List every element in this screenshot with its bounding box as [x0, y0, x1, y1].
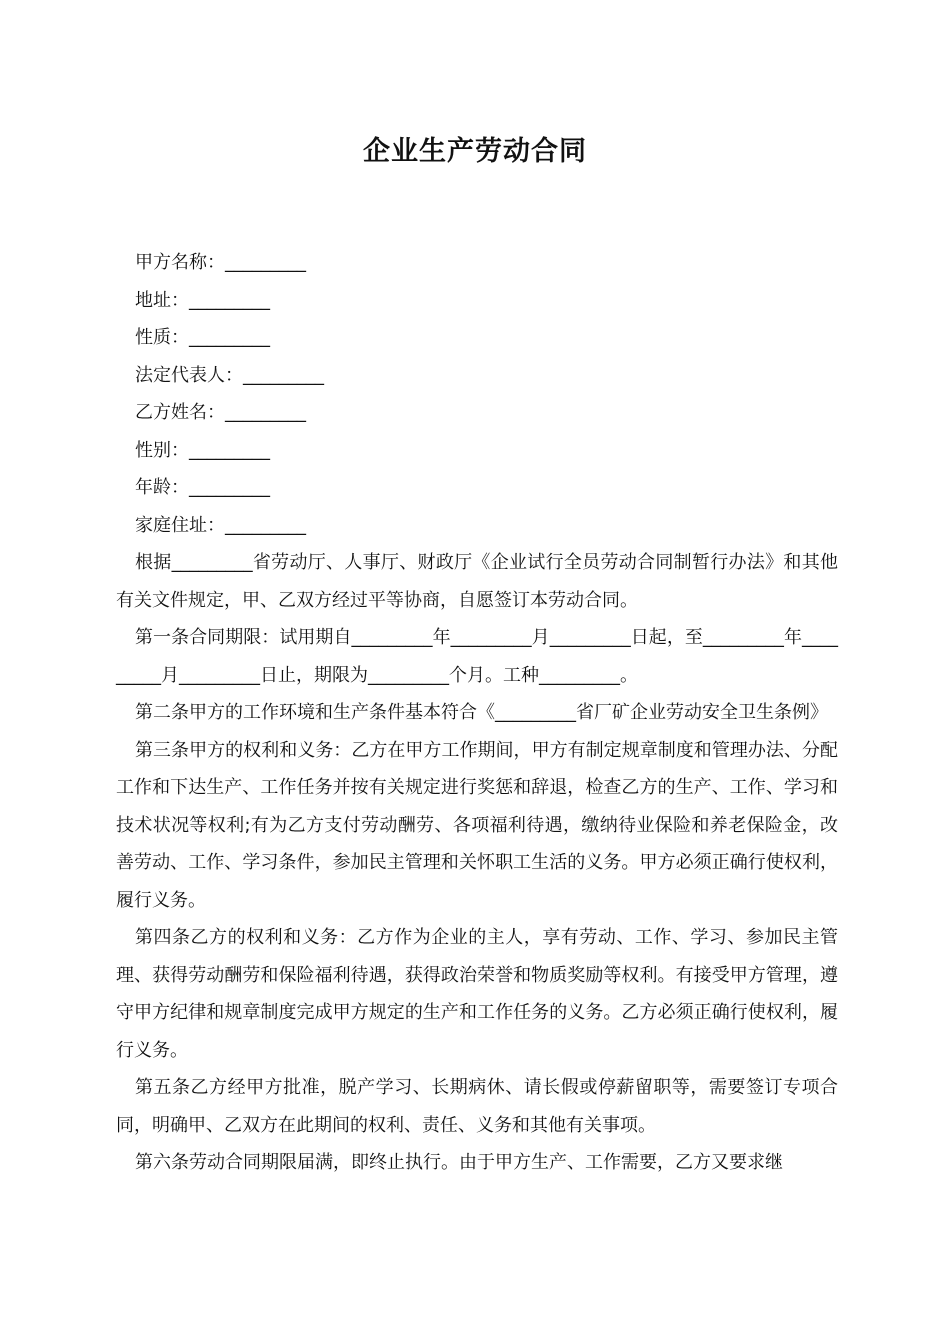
paragraph-article-2: 第二条甲方的工作环境和生产条件基本符合《_________省厂矿企业劳动安全卫生条例》	[135, 702, 828, 723]
field-blank: _________	[189, 289, 270, 311]
field-blank: _________	[225, 402, 306, 423]
field-label: 乙方姓名：	[135, 402, 225, 423]
field-label: 年龄：	[135, 477, 189, 498]
field-gender	[116, 432, 838, 470]
field-blank: _________	[225, 514, 306, 536]
field-label: 性质：	[135, 327, 189, 348]
field-label: 家庭住址：	[135, 514, 225, 536]
field-blank: _________	[225, 252, 306, 273]
paragraph-article-1: 第一条合同期限：试用期自_________年_________月_________日起，至_________年_________月_________日止，期限为_________个月。工种_________。	[116, 627, 838, 686]
paragraph-article-3: 第三条甲方的权利和义务：乙方在甲方工作期间，甲方有制定规章制度和管理办法、分配工作和下达生产、工作任务并按有关规定进行奖惩和辞退，检查乙方的生产、工作、学习和技术状况等权利;有为乙方支付劳动酬劳、各项福利待遇，缴纳待业保险和养老保险金，改善劳动、工作、学习条件，参加民主管理和关怀职工生活的义务。甲方必须正确行使权利，履行义务。	[116, 739, 838, 911]
field-label: 法定代表人：	[135, 364, 243, 386]
field-nature	[116, 319, 838, 357]
field-address	[116, 282, 838, 320]
field-party-b-name	[116, 394, 838, 432]
field-home-address	[116, 507, 838, 545]
field-label: 地址：	[135, 289, 189, 311]
field-blank: _________	[189, 477, 270, 498]
field-legal-representative	[116, 357, 838, 395]
field-blank: _________	[243, 364, 324, 386]
paragraph-article-5: 第五条乙方经甲方批准，脱产学习、长期病休、请长假或停薪留职等，需要签订专项合同，明确甲、乙双方在此期间的权利、责任、义务和其他有关事项。	[116, 1077, 838, 1136]
paragraph-article-4: 第四条乙方的权利和义务：乙方作为企业的主人，享有劳动、工作、学习、参加民主管理、获得劳动酬劳和保险福利待遇，获得政治荣誉和物质奖励等权利。有接受甲方管理，遵守甲方纪律和规章制度完成甲方规定的生产和工作任务的义务。乙方必须正确行使权利，履行义务。	[116, 927, 838, 1061]
field-party-a-name	[116, 244, 838, 282]
document-body	[116, 244, 838, 1182]
field-blank: _________	[189, 439, 270, 461]
field-blank: _________	[189, 327, 270, 348]
paragraph-article-6: 第六条劳动合同期限届满，即终止执行。由于甲方生产、工作需要，乙方又要求继	[135, 1152, 783, 1173]
paragraph-preamble: 根据_________省劳动厅、人事厅、财政厅《企业试行全员劳动合同制暂行办法》和其他有关文件规定，甲、乙双方经过平等协商，自愿签订本劳动合同。	[116, 552, 838, 611]
field-label: 性别：	[135, 439, 189, 461]
field-age	[116, 469, 838, 507]
document-title: 企业生产劳动合同	[363, 136, 587, 167]
field-label: 甲方名称：	[135, 252, 225, 273]
